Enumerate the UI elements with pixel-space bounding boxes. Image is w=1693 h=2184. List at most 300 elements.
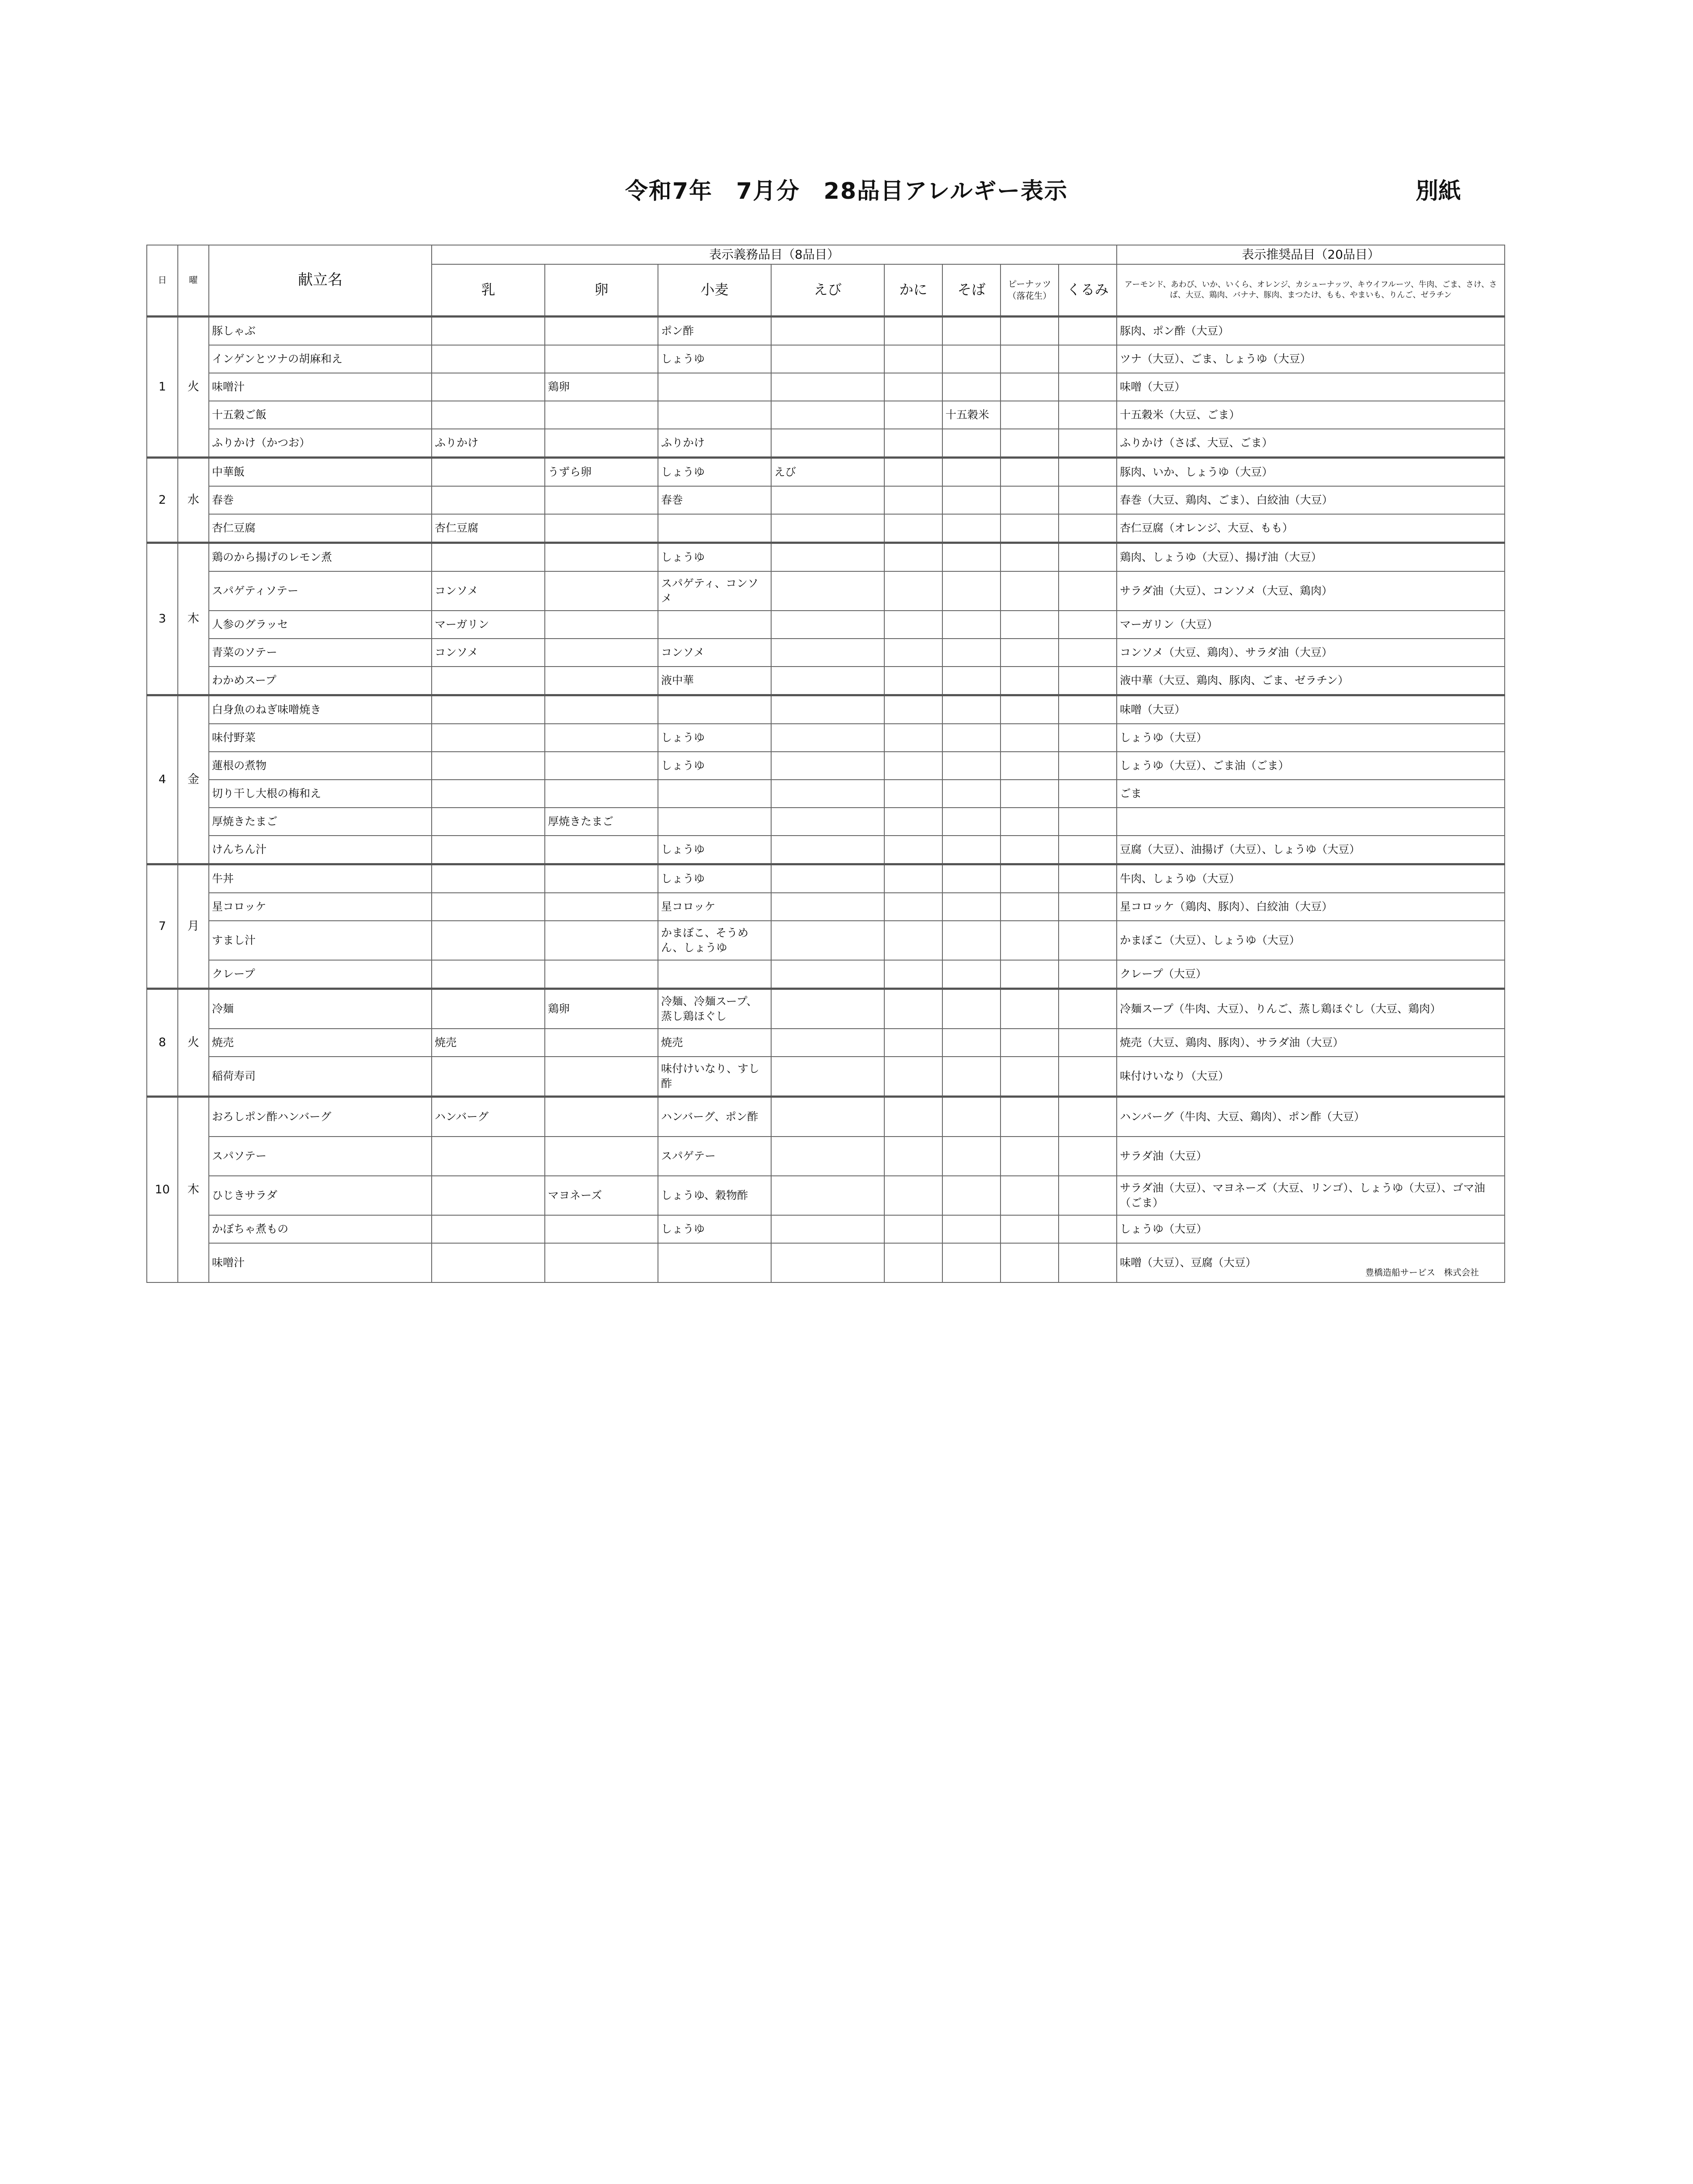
- menu-cell: インゲンとツナの胡麻和え: [209, 345, 432, 373]
- allergen-cell-wheat: [658, 808, 771, 836]
- allergen-cell-wheat: しょうゆ: [658, 864, 771, 893]
- allergen-cell-crab: [884, 316, 942, 345]
- recommended-cell: ハンバーグ（牛肉、大豆、鶏肉）、ポン酢（大豆）: [1117, 1096, 1505, 1137]
- allergen-cell-peanut: [1001, 543, 1059, 571]
- recommended-cell: サラダ油（大豆）、コンソメ（大豆、鶏肉）: [1117, 571, 1505, 611]
- weekday-cell: 水: [178, 457, 209, 543]
- allergen-cell-peanut: [1001, 486, 1059, 514]
- table-row: [147, 1137, 1505, 1176]
- menu-cell: かぼちゃ煮もの: [209, 1215, 432, 1243]
- allergen-cell-walnut: [1059, 724, 1117, 752]
- allergen-cell-shrimp: [771, 514, 884, 543]
- recommended-cell: 杏仁豆腐（オレンジ、大豆、もも）: [1117, 514, 1505, 543]
- allergen-cell-crab: [884, 514, 942, 543]
- allergen-cell-wheat: しょうゆ: [658, 752, 771, 780]
- allergen-cell-milk: マーガリン: [432, 611, 545, 639]
- allergen-cell-shrimp: えび: [771, 457, 884, 486]
- recommended-cell: 冷麺スープ（牛肉、大豆）、りんご、蒸し鶏ほぐし（大豆、鶏肉）: [1117, 988, 1505, 1029]
- table-row: [147, 457, 1505, 486]
- allergen-cell-soba: [942, 864, 1001, 893]
- allergen-cell-soba: [942, 836, 1001, 864]
- allergen-cell-crab: [884, 921, 942, 960]
- allergen-cell-milk: ふりかけ: [432, 429, 545, 458]
- allergen-cell-crab: [884, 836, 942, 864]
- allergen-cell-soba: [942, 1215, 1001, 1243]
- allergen-cell-crab: [884, 373, 942, 401]
- weekday-cell: 火: [178, 988, 209, 1096]
- allergen-cell-shrimp: [771, 429, 884, 458]
- recommended-cell: 液中華（大豆、鶏肉、豚肉、ごま、ゼラチン）: [1117, 667, 1505, 695]
- allergen-cell-walnut: [1059, 1137, 1117, 1176]
- weekday-header: 曜: [178, 245, 209, 316]
- allergen-cell-egg: [545, 611, 658, 639]
- allergen-cell-egg: [545, 752, 658, 780]
- allergen-cell-milk: [432, 893, 545, 921]
- menu-cell: 星コロッケ: [209, 893, 432, 921]
- allergen-cell-egg: [545, 1243, 658, 1282]
- allergen-cell-crab: [884, 1029, 942, 1057]
- allergen-cell-egg: 厚焼きたまご: [545, 808, 658, 836]
- allergen-cell-peanut: [1001, 401, 1059, 429]
- allergen-cell-walnut: [1059, 864, 1117, 893]
- table-row: [147, 724, 1505, 752]
- allergen-cell-milk: [432, 1243, 545, 1282]
- allergen-cell-shrimp: [771, 695, 884, 724]
- recommended-cell: 焼売（大豆、鶏肉、豚肉）、サラダ油（大豆）: [1117, 1029, 1505, 1057]
- allergen-cell-peanut: [1001, 1057, 1059, 1097]
- allergen-cell-soba: [942, 960, 1001, 989]
- allergen-cell-egg: [545, 429, 658, 458]
- allergen-cell-egg: [545, 1137, 658, 1176]
- allergen-cell-shrimp: [771, 639, 884, 667]
- menu-cell: 十五穀ご飯: [209, 401, 432, 429]
- allergen-cell-egg: [545, 960, 658, 989]
- allergen-cell-egg: [545, 1215, 658, 1243]
- allergen-cell-milk: [432, 543, 545, 571]
- table-row: [147, 1057, 1505, 1097]
- allergen-cell-egg: [545, 345, 658, 373]
- allergen-header-milk: 乳: [432, 264, 545, 317]
- allergen-cell-walnut: [1059, 1057, 1117, 1097]
- allergen-cell-soba: [942, 639, 1001, 667]
- table-row: [147, 864, 1505, 893]
- day-cell: 2: [147, 457, 178, 543]
- allergen-cell-shrimp: [771, 1057, 884, 1097]
- recommended-cell: コンソメ（大豆、鶏肉）、サラダ油（大豆）: [1117, 639, 1505, 667]
- allergen-cell-walnut: [1059, 893, 1117, 921]
- allergen-cell-wheat: しょうゆ: [658, 836, 771, 864]
- allergen-cell-egg: [545, 780, 658, 808]
- allergen-cell-crab: [884, 345, 942, 373]
- menu-cell: 切り干し大根の梅和え: [209, 780, 432, 808]
- allergen-cell-milk: [432, 373, 545, 401]
- allergen-cell-milk: [432, 457, 545, 486]
- allergen-cell-shrimp: [771, 1176, 884, 1215]
- allergen-cell-wheat: [658, 780, 771, 808]
- allergen-cell-crab: [884, 611, 942, 639]
- allergen-cell-crab: [884, 639, 942, 667]
- allergen-cell-crab: [884, 988, 942, 1029]
- allergen-cell-milk: [432, 1176, 545, 1215]
- allergen-cell-crab: [884, 864, 942, 893]
- menu-cell: けんちん汁: [209, 836, 432, 864]
- allergen-cell-shrimp: [771, 836, 884, 864]
- menu-cell: 味付野菜: [209, 724, 432, 752]
- allergen-cell-wheat: [658, 695, 771, 724]
- weekday-cell: 木: [178, 543, 209, 695]
- allergen-cell-milk: [432, 752, 545, 780]
- allergen-cell-walnut: [1059, 514, 1117, 543]
- menu-cell: 中華飯: [209, 457, 432, 486]
- table-row: [147, 1096, 1505, 1137]
- allergen-cell-egg: 鶏卵: [545, 988, 658, 1029]
- recommended-cell: 春巻（大豆、鶏肉、ごま）、白絞油（大豆）: [1117, 486, 1505, 514]
- allergen-cell-soba: [942, 667, 1001, 695]
- allergen-cell-soba: [942, 429, 1001, 458]
- table-row: [147, 514, 1505, 543]
- allergen-cell-wheat: [658, 401, 771, 429]
- allergen-cell-crab: [884, 571, 942, 611]
- recommended-cell: マーガリン（大豆）: [1117, 611, 1505, 639]
- allergen-cell-crab: [884, 780, 942, 808]
- allergen-cell-peanut: [1001, 345, 1059, 373]
- recommended-cell: 豚肉、ポン酢（大豆）: [1117, 316, 1505, 345]
- allergen-cell-milk: [432, 486, 545, 514]
- allergen-cell-walnut: [1059, 1096, 1117, 1137]
- table-row: [147, 316, 1505, 345]
- allergen-cell-soba: [942, 486, 1001, 514]
- allergen-cell-shrimp: [771, 571, 884, 611]
- allergen-cell-egg: [545, 1096, 658, 1137]
- allergen-cell-egg: [545, 695, 658, 724]
- allergen-cell-walnut: [1059, 571, 1117, 611]
- allergen-cell-soba: [942, 893, 1001, 921]
- allergen-cell-egg: [545, 401, 658, 429]
- recommended-cell: クレープ（大豆）: [1117, 960, 1505, 989]
- allergen-cell-peanut: [1001, 611, 1059, 639]
- menu-cell: 豚しゃぶ: [209, 316, 432, 345]
- allergen-cell-walnut: [1059, 752, 1117, 780]
- menu-cell: スパゲティソテー: [209, 571, 432, 611]
- allergen-cell-walnut: [1059, 667, 1117, 695]
- allergen-cell-egg: 鶏卵: [545, 373, 658, 401]
- allergen-cell-walnut: [1059, 316, 1117, 345]
- allergen-cell-wheat: しょうゆ: [658, 543, 771, 571]
- allergen-cell-soba: [942, 571, 1001, 611]
- allergen-cell-milk: [432, 960, 545, 989]
- allergen-cell-peanut: [1001, 836, 1059, 864]
- menu-cell: 稲荷寿司: [209, 1057, 432, 1097]
- allergen-cell-wheat: しょうゆ: [658, 345, 771, 373]
- allergen-cell-peanut: [1001, 921, 1059, 960]
- day-cell: 8: [147, 988, 178, 1096]
- allergen-cell-egg: [545, 639, 658, 667]
- mandatory-group-header: 表示義務品目（8品目）: [432, 245, 1117, 264]
- recommended-cell: 豚肉、いか、しょうゆ（大豆）: [1117, 457, 1505, 486]
- menu-cell: クレープ: [209, 960, 432, 989]
- allergen-cell-shrimp: [771, 1096, 884, 1137]
- recommended-cell: 味付けいなり（大豆）: [1117, 1057, 1505, 1097]
- allergen-cell-peanut: [1001, 639, 1059, 667]
- allergen-cell-milk: コンソメ: [432, 571, 545, 611]
- menu-cell: スパソテー: [209, 1137, 432, 1176]
- allergen-cell-walnut: [1059, 1029, 1117, 1057]
- allergen-cell-egg: [545, 1029, 658, 1057]
- recommended-cell: 豆腐（大豆）、油揚げ（大豆）、しょうゆ（大豆）: [1117, 836, 1505, 864]
- menu-cell: 青菜のソテー: [209, 639, 432, 667]
- allergen-cell-walnut: [1059, 921, 1117, 960]
- page-title: 令和7年 7月分 28品目アレルギー表示: [625, 178, 1068, 204]
- weekday-cell: 木: [178, 1096, 209, 1282]
- allergen-cell-soba: [942, 373, 1001, 401]
- allergen-cell-wheat: [658, 960, 771, 989]
- recommended-cell: 牛肉、しょうゆ（大豆）: [1117, 864, 1505, 893]
- allergen-cell-milk: [432, 1137, 545, 1176]
- menu-cell: すまし汁: [209, 921, 432, 960]
- recommended-cell: かまぼこ（大豆）、しょうゆ（大豆）: [1117, 921, 1505, 960]
- allergen-cell-shrimp: [771, 373, 884, 401]
- allergen-cell-walnut: [1059, 373, 1117, 401]
- allergen-cell-wheat: 星コロッケ: [658, 893, 771, 921]
- allergen-cell-walnut: [1059, 960, 1117, 989]
- allergen-cell-peanut: [1001, 893, 1059, 921]
- allergen-cell-milk: [432, 316, 545, 345]
- allergen-cell-egg: [545, 667, 658, 695]
- allergen-cell-wheat: 冷麺、冷麺スープ、蒸し鶏ほぐし: [658, 988, 771, 1029]
- allergen-cell-wheat: しょうゆ: [658, 724, 771, 752]
- table-body: [147, 316, 1505, 1282]
- allergen-cell-peanut: [1001, 1029, 1059, 1057]
- allergen-cell-milk: 焼売: [432, 1029, 545, 1057]
- weekday-cell: 金: [178, 695, 209, 864]
- menu-cell: 味噌汁: [209, 373, 432, 401]
- allergen-cell-walnut: [1059, 1215, 1117, 1243]
- table-row: [147, 429, 1505, 458]
- allergen-cell-wheat: 液中華: [658, 667, 771, 695]
- allergen-cell-crab: [884, 960, 942, 989]
- allergen-cell-soba: [942, 543, 1001, 571]
- allergen-cell-peanut: [1001, 988, 1059, 1029]
- recommended-cell: しょうゆ（大豆）、ごま油（ごま）: [1117, 752, 1505, 780]
- allergen-cell-egg: [545, 316, 658, 345]
- allergen-cell-wheat: しょうゆ: [658, 457, 771, 486]
- menu-cell: 冷麺: [209, 988, 432, 1029]
- allergen-cell-egg: [545, 921, 658, 960]
- allergen-cell-egg: うずら卵: [545, 457, 658, 486]
- table-row: [147, 695, 1505, 724]
- allergen-cell-shrimp: [771, 667, 884, 695]
- allergen-cell-crab: [884, 1176, 942, 1215]
- allergen-cell-wheat: しょうゆ、穀物酢: [658, 1176, 771, 1215]
- allergen-cell-walnut: [1059, 543, 1117, 571]
- allergen-cell-shrimp: [771, 960, 884, 989]
- menu-cell: わかめスープ: [209, 667, 432, 695]
- allergen-cell-egg: マヨネーズ: [545, 1176, 658, 1215]
- menu-cell: 焼売: [209, 1029, 432, 1057]
- allergen-cell-peanut: [1001, 695, 1059, 724]
- allergen-cell-walnut: [1059, 988, 1117, 1029]
- menu-cell: 春巻: [209, 486, 432, 514]
- allergen-cell-wheat: ハンバーグ、ポン酢: [658, 1096, 771, 1137]
- allergen-cell-crab: [884, 1057, 942, 1097]
- allergen-cell-peanut: [1001, 752, 1059, 780]
- allergen-cell-crab: [884, 1096, 942, 1137]
- table-row: [147, 1029, 1505, 1057]
- table-row: [147, 836, 1505, 864]
- allergen-cell-milk: [432, 988, 545, 1029]
- allergen-cell-wheat: スパゲテー: [658, 1137, 771, 1176]
- allergen-cell-soba: [942, 808, 1001, 836]
- allergen-cell-walnut: [1059, 345, 1117, 373]
- allergen-cell-milk: [432, 345, 545, 373]
- allergen-header-soba: そば: [942, 264, 1001, 317]
- allergen-cell-wheat: [658, 514, 771, 543]
- allergen-cell-soba: 十五穀米: [942, 401, 1001, 429]
- allergen-cell-peanut: [1001, 316, 1059, 345]
- table-row: [147, 988, 1505, 1029]
- allergen-cell-wheat: ポン酢: [658, 316, 771, 345]
- allergen-cell-walnut: [1059, 695, 1117, 724]
- allergen-cell-peanut: [1001, 1176, 1059, 1215]
- allergen-header-crab: かに: [884, 264, 942, 317]
- allergen-cell-wheat: [658, 373, 771, 401]
- allergen-cell-soba: [942, 1096, 1001, 1137]
- allergen-cell-shrimp: [771, 345, 884, 373]
- peanut-sublabel: （落花生）: [1007, 290, 1052, 301]
- table-row: [147, 667, 1505, 695]
- menu-cell: 蓮根の煮物: [209, 752, 432, 780]
- allergen-cell-milk: [432, 921, 545, 960]
- allergen-cell-wheat: コンソメ: [658, 639, 771, 667]
- recommended-cell: ごま: [1117, 780, 1505, 808]
- allergen-cell-milk: コンソメ: [432, 639, 545, 667]
- allergen-cell-milk: 杏仁豆腐: [432, 514, 545, 543]
- allergen-cell-peanut: [1001, 373, 1059, 401]
- table-row: [147, 808, 1505, 836]
- allergen-cell-soba: [942, 780, 1001, 808]
- recommended-items-list: アーモンド、あわび、いか、いくら、オレンジ、カシューナッツ、キウイフルーツ、牛肉、ごま、さけ、さば、大豆、鶏肉、バナナ、豚肉、まつたけ、もも、やまいも、りんご、ゼラチン: [1117, 264, 1505, 317]
- allergen-cell-crab: [884, 893, 942, 921]
- weekday-cell: 火: [178, 316, 209, 457]
- allergen-cell-shrimp: [771, 893, 884, 921]
- allergen-cell-crab: [884, 429, 942, 458]
- allergen-cell-shrimp: [771, 752, 884, 780]
- allergen-cell-soba: [942, 345, 1001, 373]
- allergen-cell-shrimp: [771, 864, 884, 893]
- allergen-cell-soba: [942, 988, 1001, 1029]
- allergen-cell-soba: [942, 921, 1001, 960]
- allergen-cell-egg: [545, 514, 658, 543]
- allergen-cell-shrimp: [771, 611, 884, 639]
- table-row: [147, 486, 1505, 514]
- allergen-cell-milk: [432, 836, 545, 864]
- table-row: [147, 543, 1505, 571]
- allergen-cell-milk: [432, 1215, 545, 1243]
- table-row: [147, 1243, 1505, 1282]
- allergen-cell-milk: [432, 780, 545, 808]
- allergen-cell-milk: [432, 695, 545, 724]
- allergen-cell-wheat: [658, 611, 771, 639]
- menu-header: 献立名: [209, 245, 432, 316]
- table-row: [147, 752, 1505, 780]
- allergen-cell-crab: [884, 486, 942, 514]
- allergen-header-wheat: 小麦: [658, 264, 771, 317]
- allergen-cell-wheat: ふりかけ: [658, 429, 771, 458]
- allergen-cell-shrimp: [771, 1137, 884, 1176]
- allergen-cell-walnut: [1059, 486, 1117, 514]
- recommended-cell: しょうゆ（大豆）: [1117, 1215, 1505, 1243]
- allergen-cell-peanut: [1001, 514, 1059, 543]
- allergen-cell-milk: [432, 724, 545, 752]
- allergen-cell-soba: [942, 695, 1001, 724]
- allergen-cell-crab: [884, 543, 942, 571]
- allergen-cell-soba: [942, 1243, 1001, 1282]
- allergen-cell-shrimp: [771, 486, 884, 514]
- allergen-cell-walnut: [1059, 639, 1117, 667]
- table-row: [147, 780, 1505, 808]
- menu-cell: ひじきサラダ: [209, 1176, 432, 1215]
- allergen-cell-shrimp: [771, 780, 884, 808]
- menu-cell: 白身魚のねぎ味噌焼き: [209, 695, 432, 724]
- allergen-cell-wheat: かまぼこ、そうめん、しょうゆ: [658, 921, 771, 960]
- day-cell: 10: [147, 1096, 178, 1282]
- recommended-cell: しょうゆ（大豆）: [1117, 724, 1505, 752]
- allergen-cell-shrimp: [771, 543, 884, 571]
- allergen-cell-walnut: [1059, 429, 1117, 458]
- recommended-cell: ふりかけ（さば、大豆、ごま）: [1117, 429, 1505, 458]
- allergen-cell-walnut: [1059, 457, 1117, 486]
- table-row: [147, 611, 1505, 639]
- day-cell: 4: [147, 695, 178, 864]
- allergen-cell-walnut: [1059, 808, 1117, 836]
- allergen-cell-peanut: [1001, 1137, 1059, 1176]
- menu-cell: 鶏のから揚げのレモン煮: [209, 543, 432, 571]
- menu-cell: 杏仁豆腐: [209, 514, 432, 543]
- allergen-cell-egg: [545, 1057, 658, 1097]
- allergen-cell-peanut: [1001, 457, 1059, 486]
- allergen-cell-soba: [942, 1057, 1001, 1097]
- recommended-cell: 味噌（大豆）: [1117, 695, 1505, 724]
- allergen-cell-shrimp: [771, 724, 884, 752]
- allergen-cell-soba: [942, 1029, 1001, 1057]
- allergen-header-peanut: [1001, 264, 1059, 317]
- recommended-cell: 鶏肉、しょうゆ（大豆）、揚げ油（大豆）: [1117, 543, 1505, 571]
- allergen-cell-peanut: [1001, 667, 1059, 695]
- allergen-cell-soba: [942, 1137, 1001, 1176]
- recommended-cell: 十五穀米（大豆、ごま）: [1117, 401, 1505, 429]
- allergen-cell-milk: [432, 401, 545, 429]
- allergen-cell-wheat: 焼売: [658, 1029, 771, 1057]
- allergen-cell-egg: [545, 893, 658, 921]
- allergen-cell-egg: [545, 543, 658, 571]
- allergen-header-egg: 卵: [545, 264, 658, 317]
- recommended-cell: 味噌（大豆）: [1117, 373, 1505, 401]
- allergen-cell-soba: [942, 514, 1001, 543]
- menu-cell: 牛丼: [209, 864, 432, 893]
- allergen-cell-shrimp: [771, 1029, 884, 1057]
- allergen-cell-walnut: [1059, 780, 1117, 808]
- table-row: [147, 345, 1505, 373]
- day-cell: 3: [147, 543, 178, 695]
- table-row: [147, 893, 1505, 921]
- table-row: [147, 401, 1505, 429]
- recommended-cell: ツナ（大豆）、ごま、しょうゆ（大豆）: [1117, 345, 1505, 373]
- table-row: [147, 373, 1505, 401]
- recommended-cell: [1117, 808, 1505, 836]
- menu-cell: 味噌汁: [209, 1243, 432, 1282]
- allergen-cell-milk: [432, 808, 545, 836]
- allergen-cell-walnut: [1059, 1176, 1117, 1215]
